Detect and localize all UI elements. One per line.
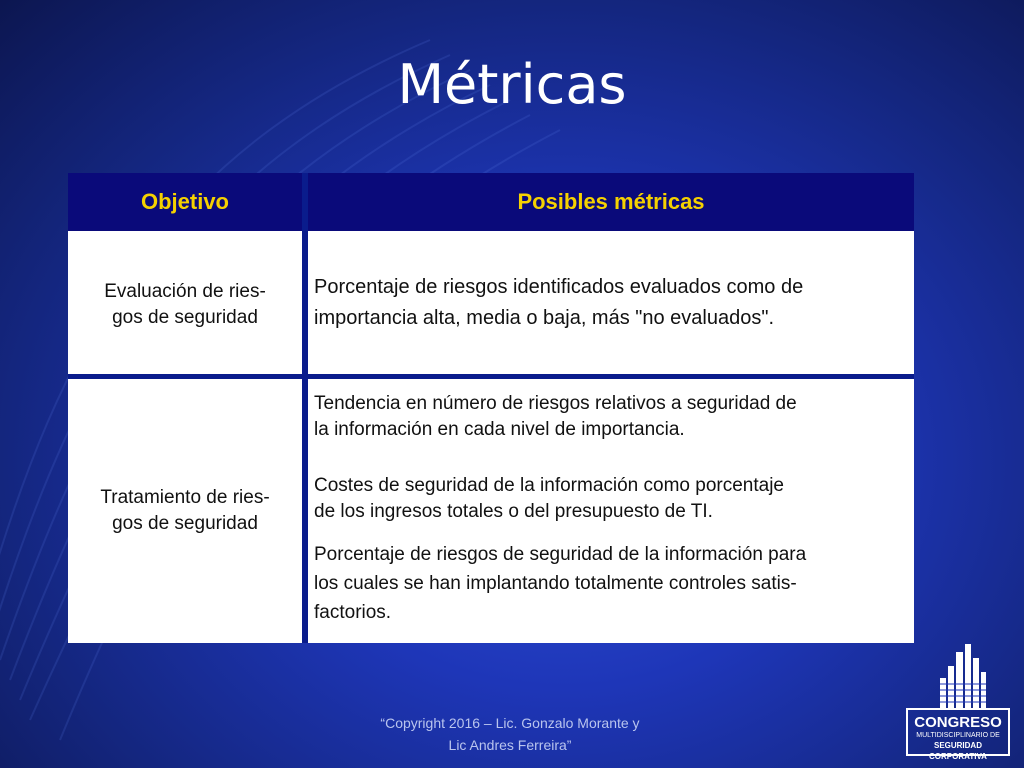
- logo-line-2: MULTIDISCIPLINARIO DE: [916, 732, 1000, 739]
- metric-line: Porcentaje de riesgos de seguridad de la información para: [314, 544, 807, 565]
- header-objetivo: [68, 173, 302, 231]
- row1-objective-line: gos de seguridad: [112, 307, 258, 328]
- metrics-table: [68, 173, 914, 643]
- row2-objective-line: gos de seguridad: [112, 513, 258, 534]
- metric-line: Tendencia en número de riesgos relativos a seguridad de: [314, 393, 797, 414]
- row1-objective-line: Evaluación de ries-: [104, 281, 266, 302]
- header-posibles-metricas-label: Posibles métricas: [517, 189, 705, 214]
- metric-line: Porcentaje de riesgos identificados evaluados como de: [314, 276, 804, 298]
- row2-objective-line: Tratamiento de ries-: [100, 487, 270, 508]
- row1-metric-1: [314, 272, 908, 334]
- footer-line-2: Lic Andres Ferreira”: [448, 737, 572, 753]
- row2-metric-2: [314, 473, 908, 525]
- row2-metric-3: [314, 540, 908, 627]
- metric-line: Costes de seguridad de la información como porcentaje: [314, 475, 784, 496]
- metric-line: importancia alta, media o baja, más "no evaluados".: [314, 307, 775, 329]
- column-divider: [302, 173, 308, 643]
- metric-line: de los ingresos totales o del presupuesto de TI.: [314, 501, 713, 522]
- metric-line: factorios.: [314, 602, 392, 623]
- congreso-logo: [904, 644, 1016, 760]
- logo-line-1: CONGRESO: [914, 714, 1002, 731]
- header-posibles-metricas: [308, 173, 914, 231]
- copyright-footer: [330, 712, 690, 756]
- logo-text-box: [906, 708, 1010, 761]
- row1-objective: [68, 279, 302, 331]
- metric-line: los cuales se han implantando totalmente controles satis-: [314, 573, 797, 594]
- row2-metric-1: [314, 391, 908, 443]
- slide-title: Métricas: [397, 53, 627, 116]
- header-objetivo-label: Objetivo: [140, 189, 229, 214]
- footer-line-1: “Copyright 2016 – Lic. Gonzalo Morante y: [380, 715, 640, 731]
- row2-objective: [68, 485, 302, 537]
- row-divider: [68, 374, 914, 379]
- building-icon: [904, 644, 1016, 710]
- metric-line: la información en cada nivel de importancia.: [314, 419, 685, 440]
- logo-line-3: SEGURIDAD CORPORATIVA: [929, 741, 987, 761]
